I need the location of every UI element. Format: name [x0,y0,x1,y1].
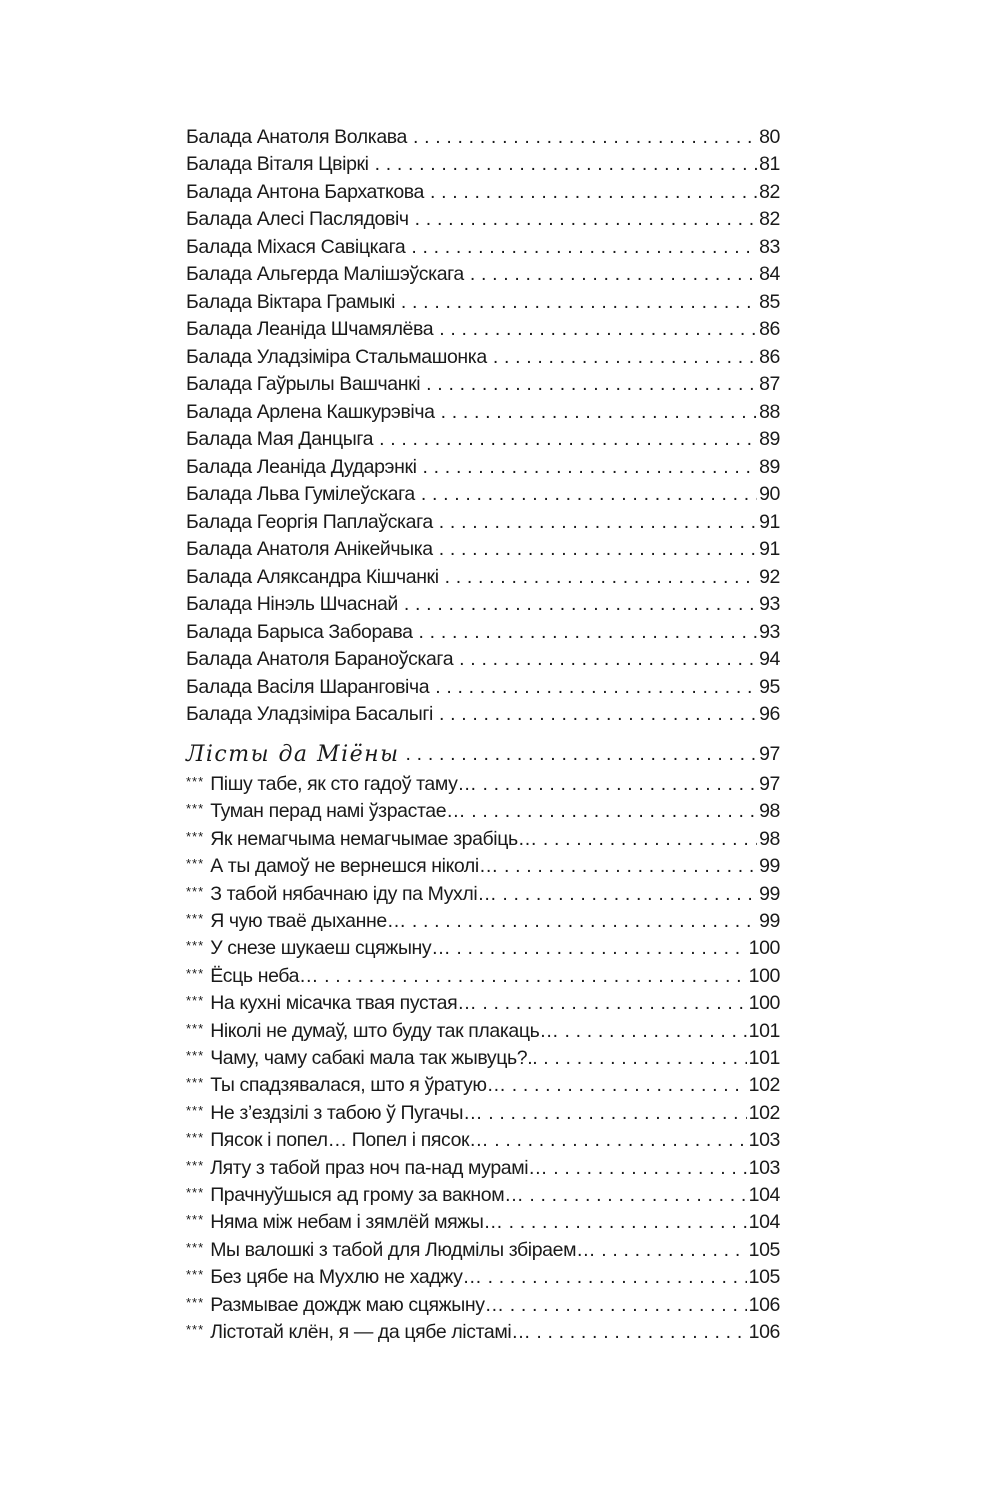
dot-leader [494,1127,746,1154]
entry-title [186,1047,543,1070]
entry-title-text: Балада Льва Гумілеўскага [186,483,415,506]
page-number: 101 [748,1047,780,1069]
toc-entry-poem[interactable] [186,1209,780,1236]
entry-title-text: Лістотай клён, я — да цябе лістамі… [210,1321,531,1343]
toc-entry-ballad[interactable] [186,399,780,426]
page-number: 101 [748,1019,780,1042]
stars-prefix: *** [186,1102,205,1118]
page-number: 104 [748,1184,780,1206]
toc-entry-poem[interactable] [186,1018,780,1045]
entry-title-text: Балада Альгерда Малішэўскага [186,263,464,286]
entry-title [186,800,471,823]
toc-entry-ballad[interactable] [186,674,780,701]
dot-leader [543,1045,746,1072]
entry-title-text: Я чую тваё дыханне… [210,910,406,932]
toc-entry-ballad[interactable] [186,481,780,508]
entry-title [186,1211,509,1234]
page-number: 82 [759,180,780,203]
entry-title-text: Балада Алесі Паслядовіч [186,208,409,231]
dot-leader [502,881,757,908]
entry-title-text: Балада Гаўрылы Вашчанкі [186,373,421,396]
toc-entry-poem[interactable] [186,963,780,990]
entry-title [186,621,419,644]
stars-prefix: *** [186,965,205,981]
entry-title-text: Балада Аляксандра Кішчанкі [186,565,439,588]
toc-entry-ballad[interactable] [186,619,780,646]
entry-title [186,318,439,341]
entry-title-text: Ніколі не думаў, што буду так плакаць… [210,1019,559,1042]
page-number: 99 [759,882,780,905]
entry-title-text: Прачнуўшыся ад грому за вакном… [210,1184,524,1206]
page-number: 94 [759,648,780,671]
dot-leader [445,564,757,591]
toc-entry-poem[interactable] [186,1182,780,1209]
dot-leader [493,344,757,371]
page-number: 102 [748,1074,780,1097]
dot-leader [401,289,757,316]
toc-entry-ballad[interactable] [186,261,780,288]
toc-entry-ballad[interactable] [186,206,780,233]
dot-leader [512,1072,747,1099]
dot-leader [419,619,758,646]
dot-leader [536,1319,746,1346]
dot-leader [543,826,757,853]
entry-title-text: З табой нябачнаю іду па Мухлі… [210,882,497,905]
dot-leader [509,1209,747,1236]
entry-title-text: Мы валошкі з табой для Людмілы збіраем… [210,1238,596,1261]
entry-title-text: Балада Віталя Цвіркі [186,153,369,176]
stars-prefix: *** [186,1075,205,1091]
entry-title-text: Туман перад намі ўзрастае… [210,800,466,823]
dot-leader [426,371,757,398]
page-number: 84 [759,263,780,286]
entry-title [186,1020,564,1043]
entry-title [186,208,415,231]
page-number: 92 [759,565,780,588]
entry-title-text: Балада Леаніда Шчамялёва [186,318,434,341]
entry-title [186,1294,510,1317]
entry-title [186,538,439,561]
dot-leader [379,426,757,453]
entry-title [186,1184,529,1207]
toc-entry-poem[interactable] [186,935,780,962]
entry-title-text: Балада Анатоля Анікейчыка [186,538,433,561]
stars-prefix: *** [186,1212,205,1228]
dot-leader [404,591,757,618]
entry-title-text: Балада Анатоля Волкава [186,126,407,148]
entry-title [186,1239,601,1262]
entry-title [186,828,543,851]
entry-title-text: Пішу табе, як сто гадоў таму… [210,773,477,795]
page-number: 105 [748,1238,780,1261]
page-number: 83 [759,235,780,258]
dot-leader [441,399,758,426]
toc-entry-ballad[interactable] [186,564,780,591]
dot-leader [324,963,746,990]
toc-entry-poem[interactable] [186,1072,780,1099]
page-number: 87 [759,373,780,396]
entry-title [186,456,423,479]
dot-leader [412,908,757,935]
dot-leader [510,1292,747,1319]
entry-title-text: Без цябе на Мухлю не хаджу… [210,1266,482,1289]
toc-entry-ballad[interactable] [186,426,780,453]
toc-entry-ballad[interactable] [186,701,780,728]
dot-leader [553,1155,746,1182]
dot-leader [375,151,758,178]
toc-entry-poem[interactable] [186,1155,780,1182]
entry-title-text: Балада Міхася Савіцкага [186,235,406,258]
entry-title-text: Лісты да Міёны [186,742,400,767]
dot-leader [439,316,757,343]
page-number: 88 [759,400,780,423]
entry-title-text: Балада Анатоля Бараноўскага [186,648,454,671]
toc-entry-ballad[interactable] [186,151,780,178]
stars-prefix: *** [186,911,205,926]
entry-title-text: Пясок і попел… Попел і пясок… [210,1129,489,1152]
toc-entry-poem[interactable] [186,1237,780,1264]
dot-leader [471,798,757,825]
entry-title [186,855,504,878]
page-number: 100 [748,964,780,987]
entry-title-text: Чаму, чаму сабакі мала так жывуць?.. [210,1047,538,1069]
entry-title [186,1074,512,1097]
dot-leader [459,646,757,673]
stars-prefix: *** [186,1020,205,1036]
page-number: 103 [748,1156,780,1179]
page-number: 96 [759,703,780,726]
dot-leader [482,990,746,1017]
stars-prefix: *** [186,1267,205,1283]
dot-leader [439,536,757,563]
page-number: 90 [759,483,780,506]
stars-prefix: *** [186,801,205,817]
entry-title-text: Як немагчыма немагчымае зрабіць… [210,827,537,850]
toc-entry-poem[interactable] [186,1100,780,1127]
page-number: 93 [759,620,780,643]
toc-entry-ballad[interactable] [186,289,780,316]
entry-title-text: Балада Барыса Заборава [186,620,413,643]
page-number: 89 [759,455,780,478]
entry-title [186,401,441,424]
stars-prefix: *** [186,1239,205,1255]
entry-title-text: Не з’ездзілі з табою ў Пугачы… [210,1101,483,1124]
entry-title [186,593,404,616]
entry-title [186,373,426,396]
entry-title [186,1321,536,1344]
entry-title-text: Балада Арлена Кашкурэвіча [186,400,435,423]
dot-leader [439,701,757,728]
stars-prefix: *** [186,1294,205,1310]
entry-title [186,773,483,796]
dot-leader [483,771,758,798]
page-number: 104 [748,1211,780,1234]
toc-entry-ballad[interactable] [186,316,780,343]
stars-prefix: *** [186,883,205,899]
entry-title [186,1102,488,1125]
stars-prefix: *** [186,774,205,789]
entry-title-text: Балада Антона Бархаткова [186,180,424,203]
entry-title-text: У снезе шукаеш сцяжыну… [210,937,451,960]
dot-leader [439,509,757,536]
entry-title [186,126,413,149]
dot-leader [470,261,757,288]
toc-entry-ballad[interactable] [186,646,780,673]
toc-entry-ballad[interactable] [186,344,780,371]
toc-entry-poem[interactable] [186,881,780,908]
page-number: 93 [759,593,780,616]
stars-prefix: *** [186,1157,205,1173]
page-number: 98 [759,827,780,850]
entry-title [186,676,435,699]
toc-entry-poem[interactable] [186,826,780,853]
toc-entry-ballad[interactable] [186,454,780,481]
entry-title [186,236,411,259]
entry-title [186,703,439,726]
toc-entry-ballad[interactable] [186,179,780,206]
page-number: 85 [759,290,780,313]
stars-prefix: *** [186,856,205,872]
page-number: 86 [759,318,780,341]
entry-title [186,937,456,960]
dot-leader [406,741,758,768]
dot-leader [456,935,746,962]
entry-title-text: Ты спадзявалася, што я ўратую… [210,1074,506,1097]
entry-title [186,1266,488,1289]
dot-leader [435,674,757,701]
entry-title [186,910,412,933]
entry-title [186,883,502,906]
dot-leader [504,853,757,880]
page-number: 99 [759,855,780,878]
stars-prefix: *** [186,1322,205,1337]
entry-title-text: Балада Мая Данцыга [186,428,374,451]
entry-title [186,181,430,204]
entry-title-text: Няма між небам і зямлёй мяжы… [210,1211,503,1234]
entry-title [186,566,445,589]
dot-leader [430,179,757,206]
dot-leader [564,1018,746,1045]
toc-entry-poem[interactable] [186,1264,780,1291]
entry-title-text: Ёсць неба… [210,964,319,987]
entry-title [186,263,470,286]
entry-title-text: Балада Васіля Шаранговіча [186,675,430,698]
section-heading[interactable] [186,741,780,768]
dot-leader [411,234,757,261]
stars-prefix: *** [186,1048,205,1063]
page-number: 82 [759,208,780,231]
page-number: 106 [748,1321,780,1343]
entry-title [186,965,324,988]
dot-leader [415,206,757,233]
page-number: 91 [759,510,780,533]
page-number: 86 [759,345,780,368]
dot-leader [529,1182,746,1209]
toc-entry-poem[interactable] [186,1292,780,1319]
entry-title [186,483,421,506]
page-number: 91 [759,538,780,561]
dot-leader [601,1237,746,1264]
toc-entry-poem[interactable] [186,798,780,825]
page-number: 106 [748,1293,780,1316]
page-number: 89 [759,428,780,451]
entry-title [186,648,459,671]
toc-entry-ballad[interactable] [186,591,780,618]
entry-title-text: Балада Віктара Грамыкі [186,290,395,313]
stars-prefix: *** [186,828,205,844]
toc-entry-poem[interactable] [186,990,780,1017]
entry-title-text: Балада Уладзіміра Басалыгі [186,703,433,726]
entry-title [186,1129,494,1152]
toc-entry-ballad[interactable] [186,509,780,536]
toc-entry-poem[interactable] [186,1319,780,1346]
toc-entry-poem[interactable] [186,771,780,798]
toc-entry-ballad[interactable] [186,124,780,151]
entry-title-text: Ляту з табой праз ноч па-над мурамі… [210,1156,548,1179]
dot-leader [413,124,757,151]
stars-prefix: *** [186,1130,205,1146]
entry-title-text: Балада Нінэль Шчаснай [186,593,398,616]
toc-entry-ballad[interactable] [186,371,780,398]
page-number: 97 [759,743,780,765]
toc-entry-ballad[interactable] [186,536,780,563]
entry-title-text: А ты дамоў не вернешся ніколі… [210,855,498,878]
entry-title [186,291,401,314]
entry-title [186,1157,553,1180]
entry-title-text: Размывае дождж маю сцяжыну… [210,1293,504,1316]
stars-prefix: *** [186,993,205,1009]
page-number: 97 [759,773,780,795]
toc-entry-poem[interactable] [186,908,780,935]
page-number: 105 [748,1266,780,1289]
page-number: 100 [748,937,780,960]
stars-prefix: *** [186,938,205,954]
entry-title-text: На кухні місачка твая пустая… [210,992,477,1015]
page-number: 103 [748,1129,780,1152]
page-number: 102 [748,1101,780,1124]
toc-entry-poem[interactable] [186,1127,780,1154]
entry-title [186,428,379,451]
dot-leader [488,1100,746,1127]
page-number: 100 [748,992,780,1015]
entry-title-text: Балада Леаніда Дударэнкі [186,455,417,478]
entry-title [186,153,375,176]
dot-leader [488,1264,747,1291]
page-number: 99 [759,910,780,932]
entry-title [186,511,439,534]
page-number: 80 [759,126,780,148]
dot-leader [423,454,758,481]
page-number: 95 [759,675,780,698]
dot-leader [421,481,757,508]
toc-entry-poem[interactable] [186,853,780,880]
page-number: 98 [759,800,780,823]
toc-entry-ballad[interactable] [186,234,780,261]
entry-title [186,992,482,1015]
entry-title-text: Балада Уладзіміра Стальмашонка [186,345,487,368]
entry-title [186,346,493,369]
stars-prefix: *** [186,1185,205,1200]
toc-entry-poem[interactable] [186,1045,780,1072]
entry-title-text: Балада Георгія Паплаўскага [186,510,433,533]
page-number: 81 [759,153,780,176]
entry-title [186,742,406,767]
